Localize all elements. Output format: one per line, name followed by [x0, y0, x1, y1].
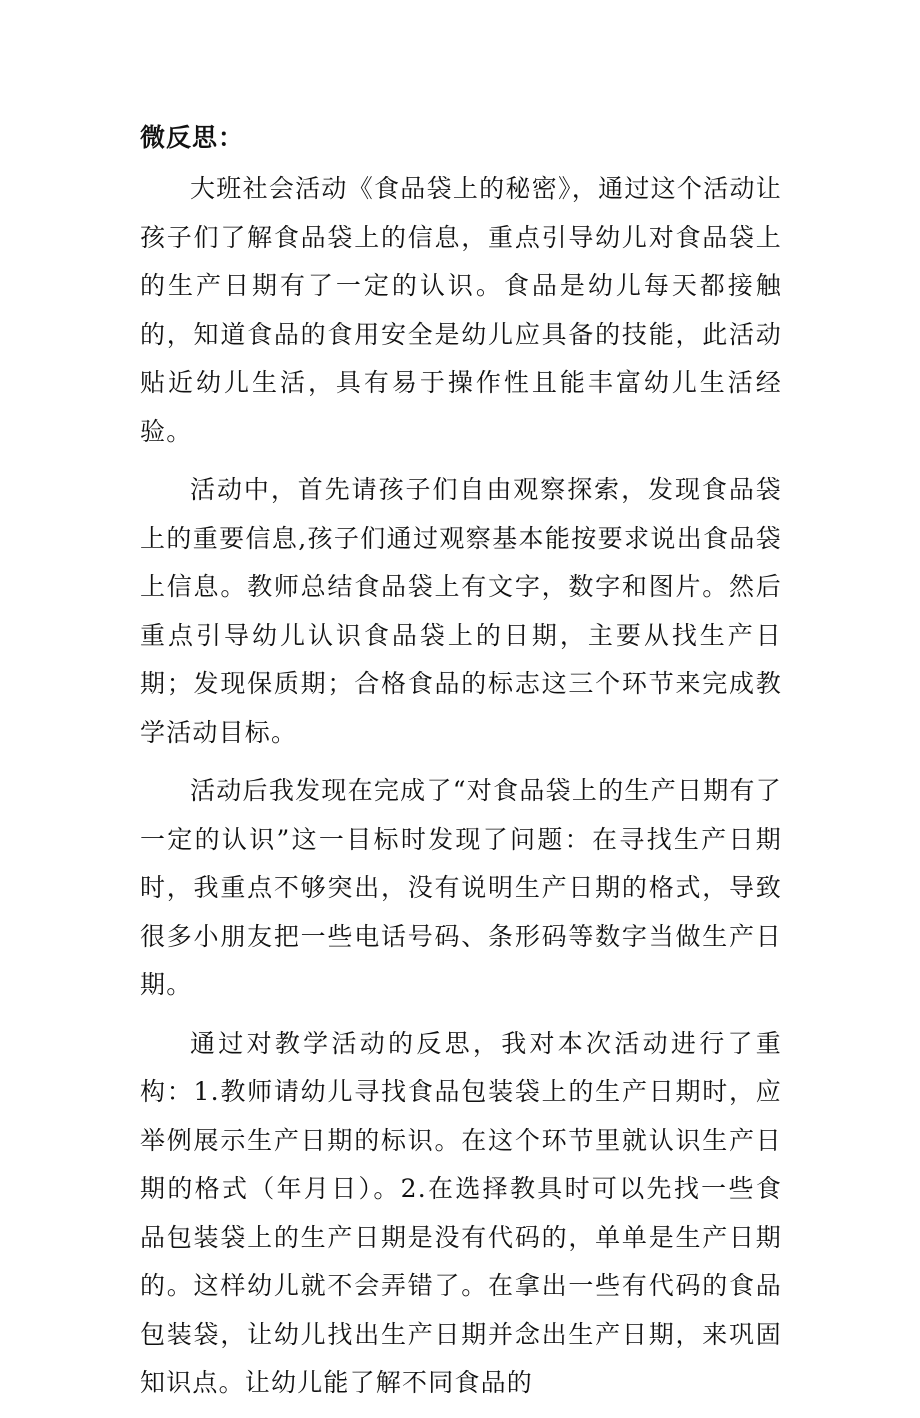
paragraph-1: 大班社会活动《食品袋上的秘密》，通过这个活动让孩子们了解食品袋上的信息，重点引导幼儿对食品袋上的生产日期有了一定的认识。食品是幼儿每天都接触的，知道食品的食用安全是幼儿应具备的技能，此活动贴近幼儿生活，具有易于操作性且能丰富幼儿生活经验。 [140, 174, 782, 446]
body-text [140, 165, 782, 1418]
paragraph-2: 活动中，首先请孩子们自由观察探索，发现食品袋上的重要信息,孩子们通过观察基本能按要求说出食品袋上信息。教师总结食品袋上有文字，数字和图片。然后重点引导幼儿认识食品袋上的日期，主要从找生产日期；发现保质期；合格食品的标志这三个环节来完成教学活动目标。 [140, 475, 782, 747]
paragraph-4: 通过对教学活动的反思，我对本次活动进行了重构：1.教师请幼儿寻找食品包装袋上的生产日期时，应举例展示生产日期的标识。在这个环节里就认识生产日期的格式（年月日）。2.在选择教具时可以先找一些食品包装袋上的生产日期是没有代码的，单单是生产日期的。这样幼儿就不会弄错了。在拿出一些有代码的食品包装袋，让幼儿找出生产日期并念出生产日期，来巩固知识点。让幼儿能了解不同食品的 [140, 1028, 782, 1397]
paragraph-3: 活动后我发现在完成了“对食品袋上的生产日期有了一定的认识”这一目标时发现了问题：在寻找生产日期时，我重点不够突出，没有说明生产日期的格式，导致很多小朋友把一些电话号码、条形码等数字当做生产日期。 [140, 776, 782, 999]
section-heading: 微反思： [140, 123, 245, 152]
